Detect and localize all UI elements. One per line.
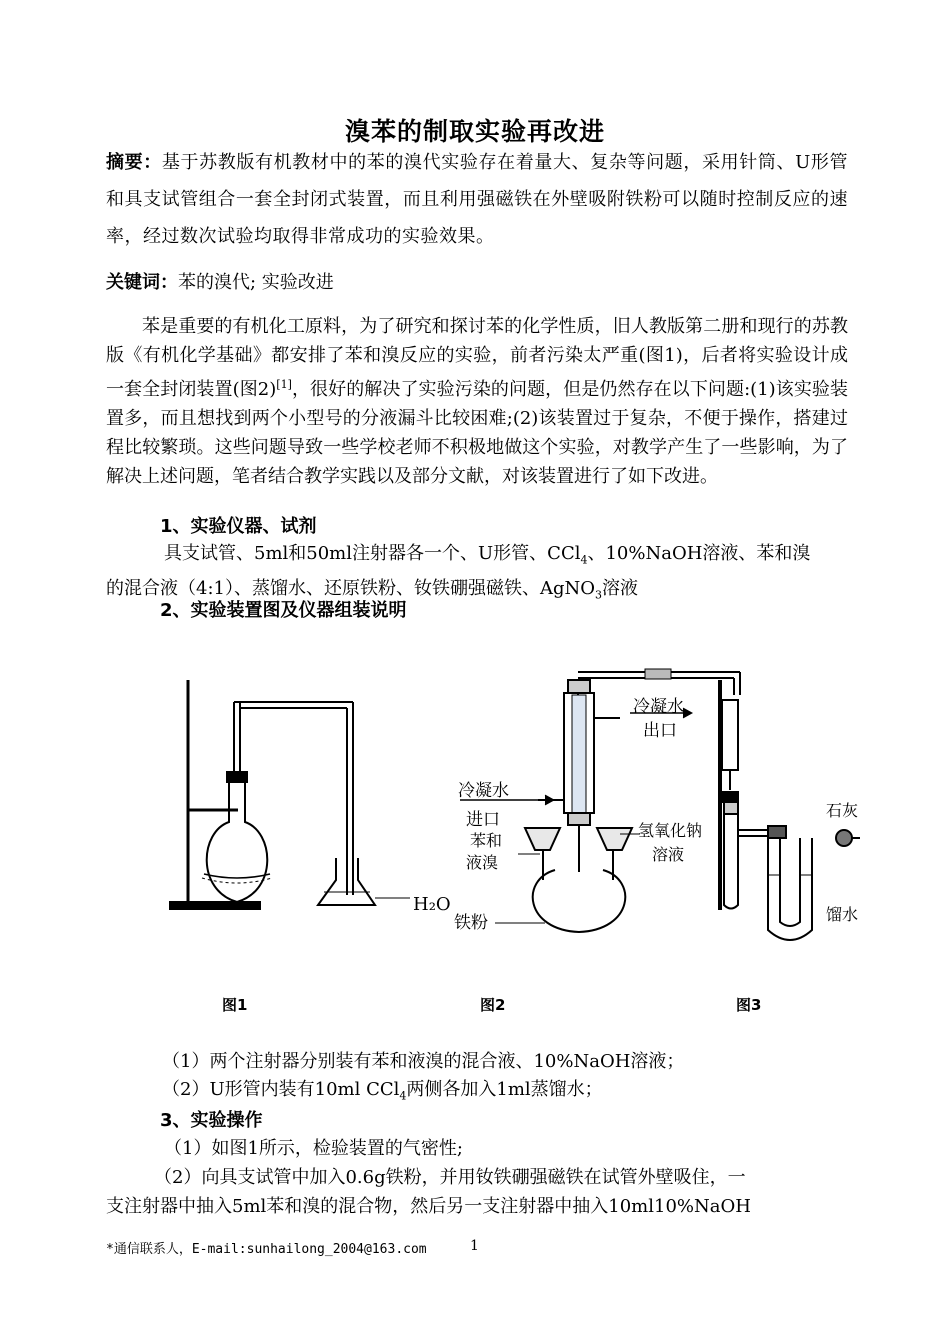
keywords-text: 苯的溴代; 实验改进 bbox=[178, 272, 334, 293]
section3-heading: 3、实验操作 bbox=[160, 1110, 263, 1131]
figure-3-caption: 图3 bbox=[736, 996, 762, 1014]
iron-label: 铁粉 bbox=[454, 913, 488, 933]
syringe bbox=[722, 700, 738, 770]
cond-out-label-2: 出口 bbox=[643, 721, 677, 741]
apparatus-figures bbox=[100, 640, 860, 970]
page-number: 1 bbox=[470, 1238, 479, 1254]
materials-text-1b: 、10%NaOH溶液、苯和溴 bbox=[587, 543, 811, 564]
intro-paragraph bbox=[106, 312, 848, 491]
section1-heading: 1、实验仪器、试剂 bbox=[160, 516, 317, 537]
naoh-label-1: 氢氧化钠 bbox=[638, 821, 703, 840]
assembly-item-2-text: （2）U形管内装有10ml CCl bbox=[162, 1079, 400, 1100]
three-neck-flask bbox=[533, 870, 626, 932]
subscript: 4 bbox=[399, 1089, 407, 1103]
paper-title: 溴苯的制取实验再改进 bbox=[344, 117, 605, 146]
assembly-item-2-text-b: 两侧各加入1ml蒸馏水； bbox=[406, 1079, 603, 1100]
step-1: （1）如图1所示，检验装置的气密性; bbox=[164, 1138, 463, 1159]
cond-in-label-1: 冷凝水 bbox=[458, 781, 509, 801]
section3-steps bbox=[106, 1134, 848, 1221]
u-tube bbox=[768, 838, 812, 940]
mix-label-1: 苯和 bbox=[470, 831, 503, 850]
dropping-funnel-left bbox=[525, 828, 560, 850]
cond-in-label-2: 进口 bbox=[466, 810, 500, 830]
abstract-label: 摘要： bbox=[106, 152, 162, 173]
figure-2-caption: 图2 bbox=[480, 996, 506, 1014]
materials-text-1: 具支试管、5ml和50ml注射器各一个、U形管、CCl bbox=[164, 543, 581, 564]
water-label: H₂O bbox=[413, 894, 451, 915]
citation-ref[interactable]: [1] bbox=[276, 378, 292, 391]
footer-note: *通信联系人，E-mail:sunhailong_2004@163.com bbox=[106, 1242, 427, 1257]
keywords bbox=[106, 268, 848, 297]
stopper bbox=[227, 772, 247, 782]
figure-1-caption: 图1 bbox=[222, 996, 248, 1014]
condenser-stopper bbox=[568, 680, 590, 693]
naoh-label-2: 溶液 bbox=[652, 845, 685, 864]
materials-text-2b: 溶液 bbox=[602, 577, 638, 599]
side-arm-tube bbox=[724, 814, 738, 909]
subscript: 3 bbox=[595, 588, 602, 602]
intro-text-2: ，很好的解决了实验污染的问题，但是仍然存在以下问题:(1)该实验装置多，而且想找到两个小型号的分液漏斗比较困难;(2)该装置过于复杂，不便于操作，搭建过程比较繁琐。这些问题导致一些学校老师不积极地做这个实验，对教学产生了一些影响，为了解决上述问题，笔者结合教学实践以及部分文献，对该装置进行了如下改进。 bbox=[106, 379, 849, 487]
abstract bbox=[106, 144, 848, 255]
mix-label-2: 液溴 bbox=[466, 853, 499, 872]
figure-1-diagram bbox=[170, 680, 410, 909]
assembly-notes bbox=[106, 1048, 848, 1111]
materials-text-2: 的混合液（4:1）、蒸馏水、还原铁粉、钕铁硼强磁铁、AgNO bbox=[106, 577, 595, 599]
stand-base bbox=[170, 902, 260, 909]
dropping-funnel-right bbox=[597, 828, 632, 850]
round-flask bbox=[207, 782, 268, 902]
intro-text-1: 苯是重要的有机化工原料，为了研究和探讨苯的化学性质，旧人教版第二册和现行的苏教版《有机化学基础》都安排了苯和溴反应的实验，前者污染太严重(图1)，后者将实验设计成一套全封闭装置(图2) bbox=[106, 316, 848, 400]
materials-line-1 bbox=[106, 540, 848, 575]
step-2-line-2: 支注射器中抽入5ml苯和溴的混合物，然后另一支注射器中抽入10ml10%NaOH bbox=[106, 1196, 751, 1217]
section2-heading: 2、实验装置图及仪器组装说明 bbox=[160, 600, 407, 621]
step-2-line-1: （2）向具支试管中加入0.6g铁粉，并用钕铁硼强磁铁在试管外壁吸住，一 bbox=[154, 1167, 746, 1188]
cond-out-label-1: 冷凝水 bbox=[633, 697, 684, 717]
lime-label: 石灰 bbox=[826, 801, 859, 820]
subscript: 4 bbox=[580, 553, 588, 567]
abstract-text: 基于苏教版有机教材中的苯的溴代实验存在着量大、复杂等问题，采用针筒、U形管和具支试管组合一套全封闭式装置，而且利用强磁铁在外壁吸附铁粉可以随时控制反应的速率，经过数次试验均取得非常成功的实验效果。 bbox=[106, 152, 848, 247]
water-label-3: 馏水 bbox=[826, 905, 859, 924]
assembly-item-1: （1）两个注射器分别装有苯和液溴的混合液、10%NaOH溶液； bbox=[162, 1051, 685, 1072]
keywords-label: 关键词： bbox=[106, 272, 178, 293]
